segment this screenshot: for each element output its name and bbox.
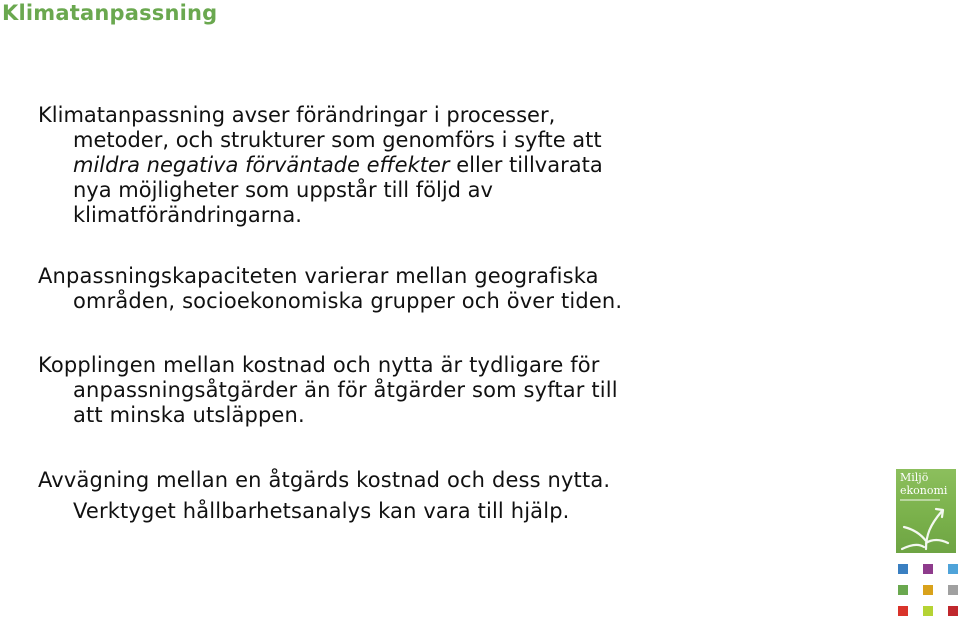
color-tile <box>898 585 908 595</box>
color-tile <box>923 564 933 574</box>
paragraph-cost-benefit <box>38 353 738 428</box>
paragraph-line: metoder, och strukturer som genomförs i syfte att <box>73 128 602 152</box>
paragraph-line: Klimatanpassning avser förändringar i processer, <box>38 103 556 127</box>
color-tile <box>948 585 958 595</box>
book-cover-thumbnail <box>896 469 956 553</box>
page-title: Klimatanpassning <box>2 1 218 25</box>
color-tile <box>898 606 908 616</box>
paragraph-definition <box>38 103 738 228</box>
paragraph-capacity <box>38 264 738 314</box>
paragraph-line: Avvägning mellan en åtgärds kostnad och dess nytta. <box>38 468 611 492</box>
paragraph-tradeoff <box>38 465 738 527</box>
color-tile <box>948 606 958 616</box>
sprout-arrow-icon <box>896 469 956 553</box>
paragraph-line: Anpassningskapaciteten varierar mellan geografiska <box>38 264 599 288</box>
paragraph-line: att minska utsläppen. <box>73 403 305 427</box>
paragraph-line: anpassningsåtgärder än för åtgärder som syftar till <box>73 378 618 402</box>
book-title-line: Miljö <box>900 471 929 484</box>
paragraph-line: klimatförändringarna. <box>73 203 302 227</box>
paragraph-line: Verktyget hållbarhetsanalys kan vara till hjälp. <box>73 499 570 523</box>
paragraph-line: nya möjligheter som uppstår till följd av <box>73 178 493 202</box>
paragraph-line: Kopplingen mellan kostnad och nytta är tydligare för <box>38 353 600 377</box>
color-tile <box>923 606 933 616</box>
color-tile <box>898 564 908 574</box>
color-tiles <box>896 561 960 621</box>
paragraph-text: eller tillvarata <box>449 153 603 177</box>
book-title-line: ekonomi <box>900 484 948 497</box>
color-tile <box>948 564 958 574</box>
color-tile <box>923 585 933 595</box>
emphasis-text: mildra negativa förväntade effekter <box>73 153 450 177</box>
paragraph-line: områden, socioekonomiska grupper och över tiden. <box>73 289 623 313</box>
paragraph-line <box>38 153 738 178</box>
